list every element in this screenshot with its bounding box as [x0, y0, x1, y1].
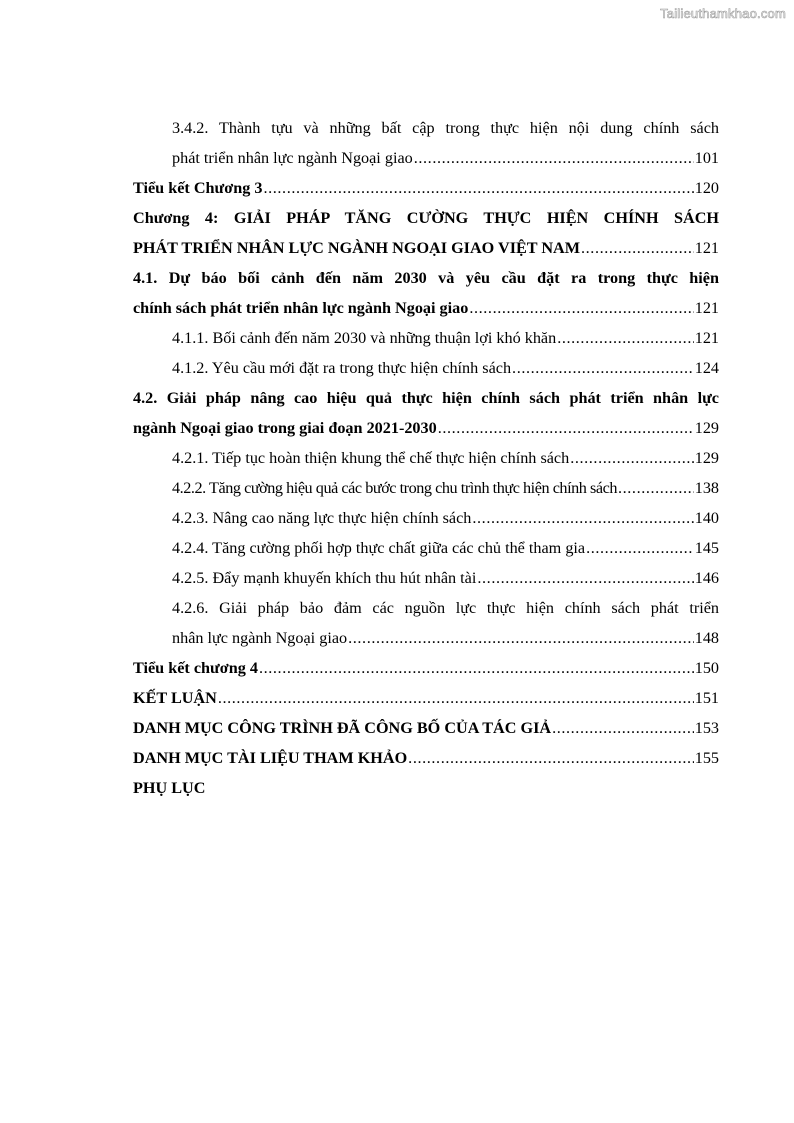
- toc-entry-text: 4.1.2. Yêu cầu mới đặt ra trong thực hiện chính sách: [172, 359, 512, 377]
- toc-entry-4-2-6-cont[interactable]: [133, 623, 719, 653]
- toc-entry-chapter4[interactable]: [133, 203, 719, 233]
- toc-entry-text: ngành Ngoại giao trong giai đoạn 2021-2030: [133, 419, 437, 437]
- dot-leader: [618, 473, 694, 503]
- toc-page-number: 120: [694, 179, 719, 197]
- toc-entry-text: 4.2.4. Tăng cường phối hợp thực chất giữa các chủ thể tham gia: [172, 539, 586, 557]
- toc-entry-text: phát triển nhân lực ngành Ngoại giao: [172, 149, 413, 167]
- toc-page-number: 155: [694, 749, 719, 767]
- dot-leader: [570, 443, 694, 473]
- toc-page-number: 145: [694, 539, 719, 557]
- toc-entry-text: nhân lực ngành Ngoại giao: [172, 629, 348, 647]
- dot-leader: [477, 563, 693, 593]
- toc-page-number: 121: [694, 299, 719, 317]
- toc-entry-4-2-1[interactable]: [133, 443, 719, 473]
- toc-entry-text: DANH MỤC CÔNG TRÌNH ĐÃ CÔNG BỐ CỦA TÁC GIẢ: [133, 719, 552, 737]
- toc-entry-text: PHÁT TRIỂN NHÂN LỰC NGÀNH NGOẠI GIAO VIỆT NAM: [133, 239, 581, 257]
- dot-leader: [552, 713, 694, 743]
- toc-entry-text: Chương 4: GIẢI PHÁP TĂNG CƯỜNG THỰC HIỆN CHÍNH SÁCH: [133, 209, 719, 227]
- toc-entry-publications[interactable]: [133, 713, 719, 743]
- dot-leader: [408, 743, 694, 773]
- toc-page-number: 124: [694, 359, 719, 377]
- toc-entry-text: 4.1.1. Bối cảnh đến năm 2030 và những thuận lợi khó khăn: [172, 329, 557, 347]
- dot-leader: [512, 353, 694, 383]
- toc-entry-text: 4.2. Giải pháp nâng cao hiệu quả thực hiện chính sách phát triển nhân lực: [133, 389, 719, 407]
- toc-entry-text: DANH MỤC TÀI LIỆU THAM KHẢO: [133, 749, 408, 767]
- toc-entry-4-1-1[interactable]: [133, 323, 719, 353]
- dot-leader: [218, 683, 694, 713]
- toc-entry-chapter4-cont[interactable]: [133, 233, 719, 263]
- dot-leader: [469, 293, 693, 323]
- dot-leader: [586, 533, 694, 563]
- toc-entry-3-4-2-cont[interactable]: [133, 143, 719, 173]
- toc-entry-4-1[interactable]: [133, 263, 719, 293]
- dot-leader: [348, 623, 694, 653]
- toc-entry-text: 4.2.2. Tăng cường hiệu quả các bước trong chu trình thực hiện chính sách: [172, 479, 617, 497]
- toc-entry-text: Tiểu kết Chương 3: [133, 179, 263, 197]
- dot-leader: [557, 323, 694, 353]
- toc-page-number: 153: [694, 719, 719, 737]
- toc-page-number: 146: [694, 569, 719, 587]
- toc-entry-4-2-2[interactable]: [133, 473, 719, 503]
- toc-page-number: 140: [694, 509, 719, 527]
- dot-leader: [438, 413, 694, 443]
- toc-entry-appendix[interactable]: [133, 773, 719, 803]
- toc-entry-text: chính sách phát triển nhân lực ngành Ngoại giao: [133, 299, 469, 317]
- toc-entry-text: 4.2.5. Đẩy mạnh khuyến khích thu hút nhân tài: [172, 569, 477, 587]
- toc-entry-4-2-3[interactable]: [133, 503, 719, 533]
- dot-leader: [414, 143, 694, 173]
- toc-page-number: 129: [694, 419, 719, 437]
- toc-entry-4-2-4[interactable]: [133, 533, 719, 563]
- toc-entry-chapter4-summary[interactable]: [133, 653, 719, 683]
- toc-entry-references[interactable]: [133, 743, 719, 773]
- toc-entry-4-2-6[interactable]: [133, 593, 719, 623]
- dot-leader: [472, 503, 693, 533]
- dot-leader: [259, 653, 694, 683]
- toc-page-number: 138: [694, 479, 719, 497]
- toc-entry-text: 4.2.6. Giải pháp bảo đảm các nguồn lực thực hiện chính sách phát triển: [172, 599, 719, 617]
- toc-entry-text: KẾT LUẬN: [133, 689, 217, 707]
- toc-page-number: 148: [694, 629, 719, 647]
- toc-entry-4-2-cont[interactable]: [133, 413, 719, 443]
- toc-page-number: 150: [694, 659, 719, 677]
- table-of-contents: [133, 113, 719, 803]
- toc-entry-conclusion[interactable]: [133, 683, 719, 713]
- toc-page-number: 121: [694, 239, 719, 257]
- toc-entry-text: PHỤ LỤC: [133, 779, 206, 797]
- toc-page-number: 129: [694, 449, 719, 467]
- toc-entry-4-1-cont[interactable]: [133, 293, 719, 323]
- toc-entry-text: 3.4.2. Thành tựu và những bất cập trong thực hiện nội dung chính sách: [172, 119, 719, 137]
- toc-entry-text: Tiểu kết chương 4: [133, 659, 258, 677]
- toc-entry-4-2[interactable]: [133, 383, 719, 413]
- toc-entry-text: 4.2.1. Tiếp tục hoàn thiện khung thể chế thực hiện chính sách: [172, 449, 570, 467]
- toc-page-number: 151: [694, 689, 719, 707]
- toc-entry-chapter3-summary[interactable]: [133, 173, 719, 203]
- watermark: Tailieuthamkhao.com: [660, 6, 786, 21]
- toc-entry-3-4-2[interactable]: [133, 113, 719, 143]
- toc-entry-4-1-2[interactable]: [133, 353, 719, 383]
- toc-entry-text: 4.1. Dự báo bối cảnh đến năm 2030 và yêu cầu đặt ra trong thực hiện: [133, 269, 719, 287]
- toc-entry-text: 4.2.3. Nâng cao năng lực thực hiện chính sách: [172, 509, 472, 527]
- toc-page-number: 101: [694, 149, 719, 167]
- toc-page-number: 121: [694, 329, 719, 347]
- dot-leader: [263, 173, 693, 203]
- dot-leader: [581, 233, 694, 263]
- toc-entry-4-2-5[interactable]: [133, 563, 719, 593]
